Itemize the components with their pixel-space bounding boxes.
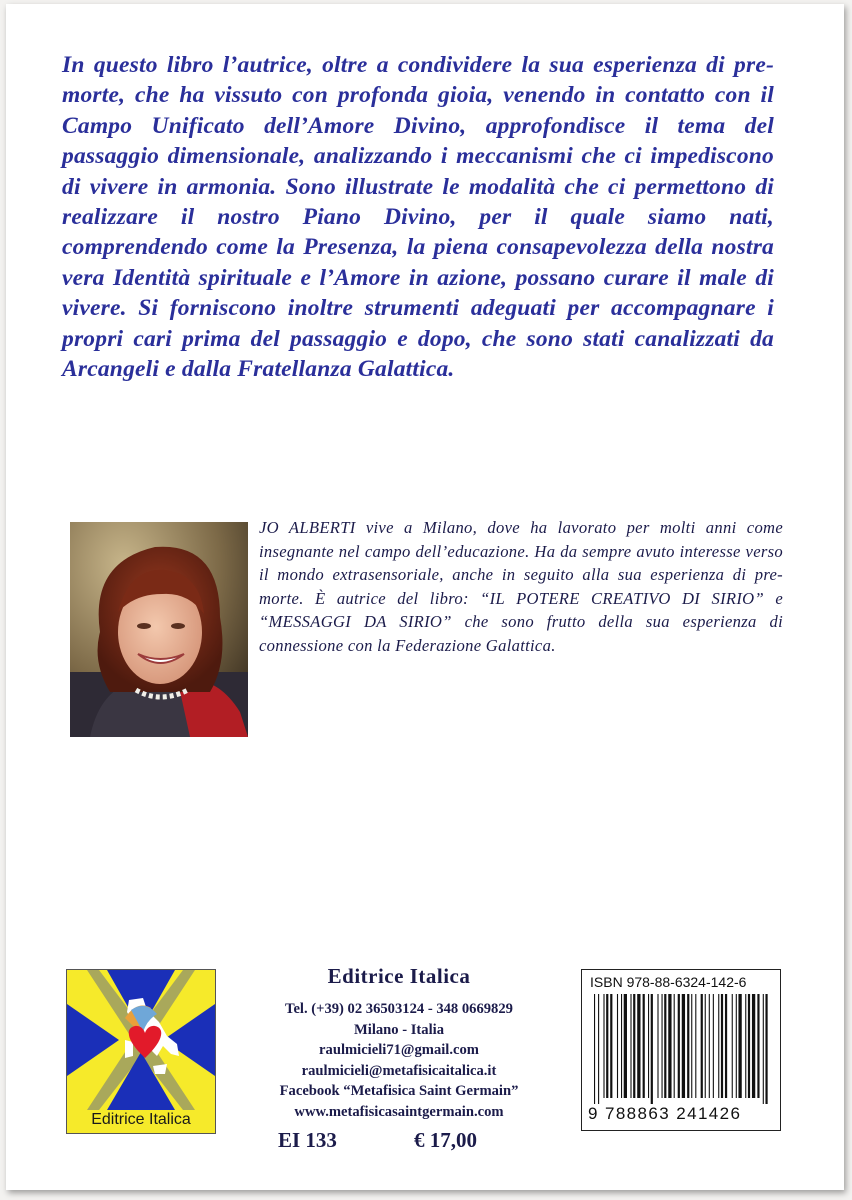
barcode-bar [637,994,640,1098]
barcode-bar [757,994,759,1098]
barcode-bar [651,994,653,1104]
barcode-bar [617,994,618,1098]
author-bio: JO ALBERTI vive a Milano, dove ha lavorato per molti anni come insegnante nel campo dell’educazione. Ha da sempre avuto interesse verso il mondo extrasensoriale, anche in seguito alla sua esperienza di pre-morte. È autrice del libro: “IL POTERE CREATIVO DI SIRIO” e “MESSAGGI DA SIRIO” che sono frutto della sua esperienza di connessione con la Federazione Galattica. [259,518,783,655]
barcode-bar [678,994,680,1098]
barcode-bar [736,994,737,1098]
barcode-bar [732,994,733,1098]
italy-heart-logo-icon [67,970,215,1133]
barcode-bar [752,994,755,1098]
barcode-bar [745,994,746,1098]
barcode-bar [765,994,767,1104]
barcode-bar [718,994,719,1098]
barcode-bar [738,994,741,1098]
publisher-website: www.metafisicasaintgermain.com [294,1103,504,1120]
barcode-bar [606,994,608,1098]
barcode-bar [633,994,635,1098]
barcode-bar [662,994,663,1098]
barcode-bar [598,994,599,1104]
code-price-row [226,1128,572,1156]
barcode-bar [748,994,750,1098]
barcode-bar [624,994,627,1098]
barcode-bar [664,994,666,1098]
publisher-city: Milano - Italia [354,1021,444,1038]
publisher-name: Editrice Italica [327,964,471,988]
barcode-bar [674,994,675,1098]
barcode-bar [709,994,710,1098]
barcode-icon [590,994,772,1104]
barcode-bar [643,994,645,1098]
publisher-email-gmail: raulmicieli71@gmail.com [319,1042,479,1058]
barcode-bar [682,994,685,1098]
barcode-bar [621,994,622,1098]
book-blurb: In questo libro l’autrice, oltre a condividere la sua esperienza di pre-morte, che ha vissuto con profonda gioia, venendo in contatto con il Campo Unificato dell’Amore Divino, approfondisce il tema del passaggio dimensionale, analizzando i meccanismi che ci impediscono di vivere in armonia. Sono illustrate le modalità che ci permettono di realizzare il nostro Piano Divino, per il quale siamo nati, comprendendo come la Presenza, la piena consapevolezza della nostra vera Identità spirituale e l’Amore in azione, possano curare il male di vivere. Si forniscono inoltre strumenti adeguati per accompagnare i propri cari prima del passaggio e dopo, che sono stati canalizzati da Arcangeli e dalla Fratellanza Galattica. [62,52,774,383]
barcode-bar [603,994,604,1098]
publisher-phone: Tel. (+39) 02 36503124 - 348 0669829 [285,1001,513,1017]
publisher-facebook: Facebook “Metafisica Saint Germain” [279,1083,519,1099]
barcode-digits: 9 788863 241426 [588,1104,742,1123]
barcode-bar [610,994,612,1098]
barcode-bar [657,994,658,1098]
barcode-bar [691,994,692,1098]
barcode-bar [687,994,689,1098]
barcode-bar [763,994,764,1104]
barcode-bar [705,994,706,1098]
publisher-email-metafisica: raulmicieli@metafisicaitalica.it [301,1062,497,1079]
barcode-bar [701,994,703,1098]
barcode-bar [648,994,649,1098]
author-portrait-image [70,522,248,737]
barcode-bar [630,994,631,1098]
barcode-bar [594,994,595,1104]
isbn-barcode-box [581,969,781,1131]
barcode-bar [668,994,671,1098]
publisher-logo [66,969,216,1134]
logo-label: Editrice Italica [91,1111,191,1128]
publisher-info [226,964,572,1156]
barcode-bar [721,994,723,1098]
book-code: EI 133 [278,1128,337,1152]
book-price: € 17,00 [414,1128,477,1152]
isbn-label: ISBN 978-88-6324-142-6 [590,974,747,990]
barcode-bar [713,994,714,1098]
barcode-bar [695,994,696,1098]
barcode-bar [725,994,727,1098]
author-photo [70,522,248,737]
